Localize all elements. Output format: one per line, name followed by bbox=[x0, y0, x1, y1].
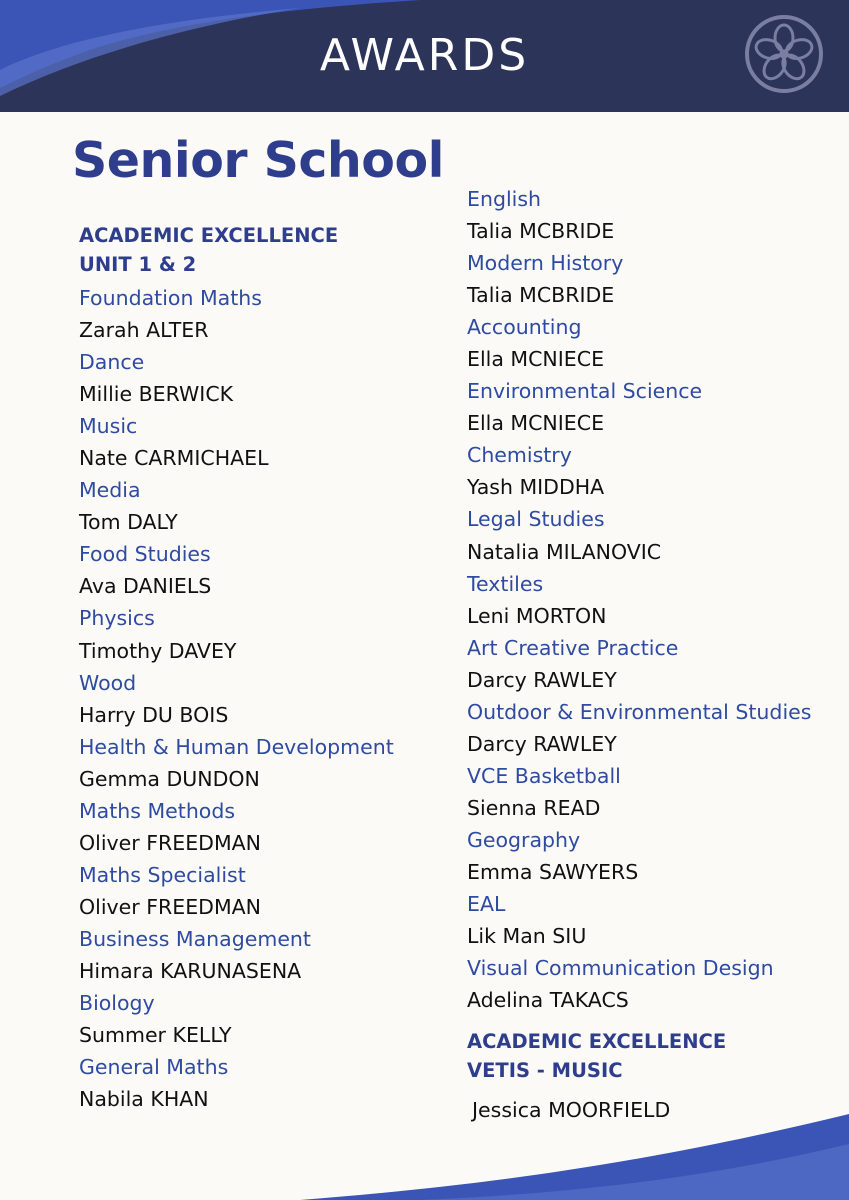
award-subject: Legal Studies bbox=[467, 507, 605, 532]
award-subject: Business Management bbox=[79, 926, 311, 951]
award-subject: English bbox=[467, 187, 542, 211]
award-recipient: Leni MORTON bbox=[467, 603, 607, 628]
award-subject: Geography bbox=[467, 827, 581, 852]
award-recipient: Lik Man SIU bbox=[467, 924, 587, 949]
flower-seal-icon bbox=[744, 14, 824, 94]
award-recipient: Ella MCNIECE bbox=[467, 411, 605, 436]
vetis-recipient-name: Jessica MOORFIELD bbox=[472, 1098, 671, 1122]
award-subject: Dance bbox=[79, 350, 145, 375]
award-subject: Maths Specialist bbox=[79, 862, 246, 887]
award-recipient: Talia MCBRIDE bbox=[467, 283, 615, 308]
right-heading-line1: ACADEMIC EXCELLENCE bbox=[467, 1030, 727, 1053]
award-recipient: Zarah ALTER bbox=[79, 318, 209, 343]
award-subject: EAL bbox=[467, 892, 506, 917]
award-subject: Art Creative Practice bbox=[467, 635, 679, 660]
award-subject: Outdoor & Environmental Studies bbox=[467, 699, 812, 724]
award-recipient: Adelina TAKACS bbox=[467, 988, 629, 1013]
award-recipient: Summer KELLY bbox=[79, 1023, 232, 1048]
award-recipient: Darcy RAWLEY bbox=[467, 667, 617, 692]
award-recipient: Oliver FREEDMAN bbox=[79, 894, 261, 919]
award-subject: General Maths bbox=[79, 1055, 229, 1080]
award-recipient: Nabila KHAN bbox=[79, 1087, 209, 1112]
award-recipient: Talia MCBRIDE bbox=[467, 219, 615, 244]
award-recipient: Darcy RAWLEY bbox=[467, 731, 617, 756]
award-recipient: Sienna READ bbox=[467, 795, 601, 820]
award-subject: Visual Communication Design bbox=[467, 956, 774, 981]
award-subject: Environmental Science bbox=[467, 379, 703, 404]
footer-wave-decoration bbox=[0, 1100, 849, 1200]
award-recipient: Himara KARUNASENA bbox=[79, 958, 302, 983]
award-subject: Biology bbox=[79, 991, 155, 1016]
award-recipient: Emma SAWYERS bbox=[467, 859, 639, 884]
award-subject: Food Studies bbox=[79, 542, 211, 567]
award-recipient: Timothy DAVEY bbox=[79, 638, 237, 663]
award-recipient: Ava DANIELS bbox=[79, 574, 212, 599]
award-recipient: Tom DALY bbox=[79, 510, 178, 535]
award-subject: Textiles bbox=[467, 571, 544, 596]
right-award-heading bbox=[467, 1027, 726, 1085]
award-subject: Modern History bbox=[467, 251, 624, 276]
award-subject: Chemistry bbox=[467, 443, 572, 468]
left-award-list bbox=[79, 282, 394, 1115]
award-recipient: Oliver FREEDMAN bbox=[79, 830, 261, 855]
right-heading-line2: VETIS - MUSIC bbox=[467, 1059, 623, 1082]
award-recipient: Nate CARMICHAEL bbox=[79, 446, 269, 471]
left-heading-line2: UNIT 1 & 2 bbox=[79, 253, 197, 276]
award-subject: VCE Basketball bbox=[467, 763, 621, 788]
award-subject: Health & Human Development bbox=[79, 734, 394, 759]
award-subject: Maths Methods bbox=[79, 798, 236, 823]
award-subject: Foundation Maths bbox=[79, 286, 262, 310]
award-recipient: Natalia MILANOVIC bbox=[467, 539, 662, 564]
award-subject: Wood bbox=[79, 670, 137, 695]
header-banner bbox=[0, 0, 849, 112]
award-recipient: Yash MIDDHA bbox=[467, 475, 605, 500]
left-heading-line1: ACADEMIC EXCELLENCE bbox=[79, 224, 339, 247]
left-award-heading bbox=[79, 221, 338, 279]
award-recipient: Harry DU BOIS bbox=[79, 702, 229, 727]
award-recipient: Ella MCNIECE bbox=[467, 347, 605, 372]
page-title: AWARDS bbox=[319, 30, 530, 81]
award-subject: Media bbox=[79, 478, 141, 503]
award-subject: Accounting bbox=[467, 315, 582, 340]
award-subject: Physics bbox=[79, 606, 155, 631]
award-subject: Music bbox=[79, 414, 138, 439]
section-title: Senior School bbox=[72, 132, 444, 189]
award-recipient: Gemma DUNDON bbox=[79, 766, 260, 791]
award-recipient: Millie BERWICK bbox=[79, 382, 234, 407]
right-award-list bbox=[467, 183, 811, 1016]
